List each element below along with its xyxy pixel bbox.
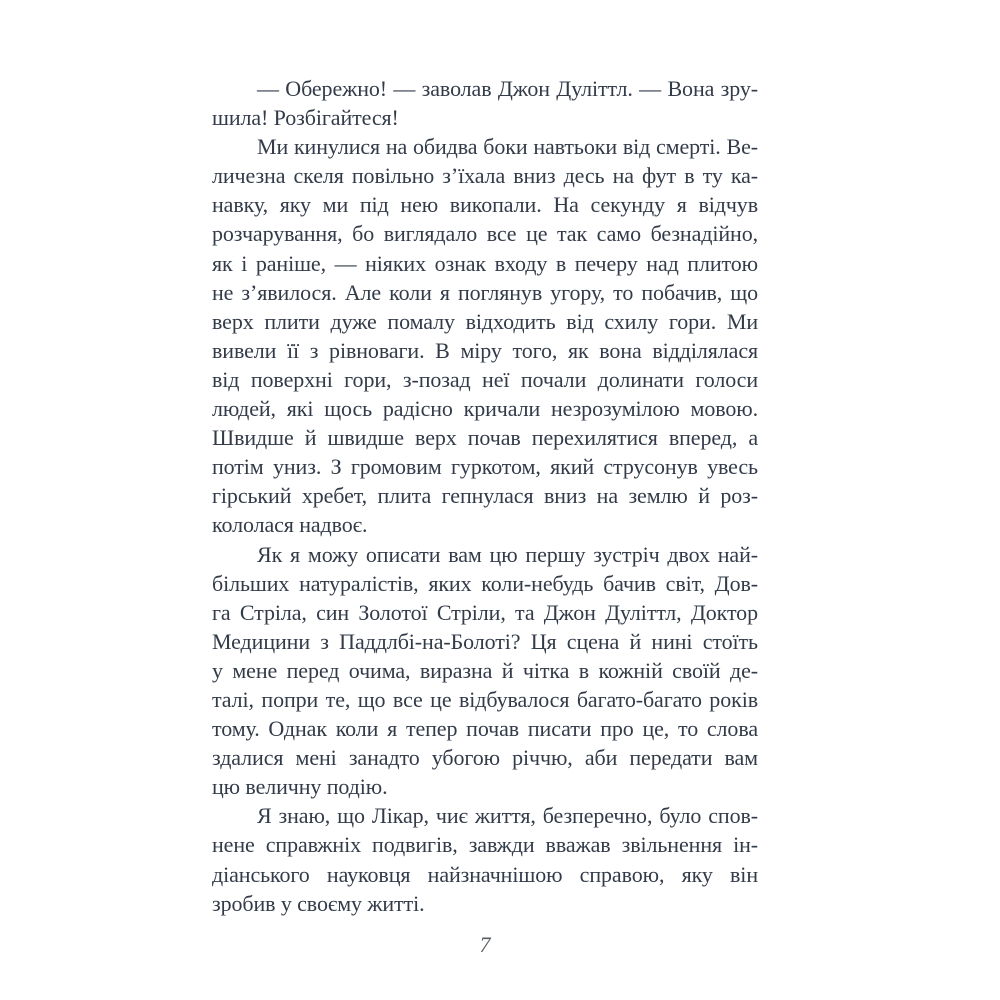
- text-line: шила! Розбігайтеся!: [212, 105, 399, 131]
- text-line: вивели її з рівноваги. В міру того, як вона відділялася: [212, 337, 758, 363]
- text-line: не з’явилося. Але коли я поглянув угору, то побачив, що: [212, 279, 758, 305]
- text-line: гірський хребет, плита гепнулася вниз на землю й роз-: [212, 483, 758, 509]
- text-line: у мене перед очима, виразна й чітка в кожній своїй де-: [212, 657, 758, 683]
- text-line: — Обережно! — заволав Джон Дуліттл. — Вона зру-: [257, 76, 758, 101]
- text-line: талі, попри те, що все це відбувалося багато-багато років: [212, 686, 758, 712]
- text-line: кололася надвоє.: [212, 512, 368, 538]
- paragraph: [212, 540, 758, 802]
- text-line: Я знаю, що Лікар, чиє життя, безперечно, було спов-: [257, 803, 758, 829]
- text-line: навку, яку ми під нею викопали. На секунду я відчув: [212, 192, 758, 218]
- text-line: тому. Однак коли я тепер почав писати про це, то слова: [212, 716, 758, 742]
- text-line: більших натуралістів, яких коли-небудь бачив світ, Дов-: [212, 570, 758, 596]
- text-line: верх плити дуже помалу відходить від схилу гори. Ми: [212, 308, 758, 334]
- paragraph: [212, 801, 758, 917]
- text-line: потім униз. З громовим гуркотом, який струсонув увесь: [212, 454, 758, 480]
- text-line: Як я можу описати вам цю першу зустріч двох най-: [257, 541, 758, 567]
- text-line: га Стріла, син Золотої Стріли, та Джон Дуліттл, Доктор: [212, 599, 758, 625]
- text-line: Ми кинулися на обидва боки навтьоки від смерті. Ве-: [257, 134, 758, 160]
- text-line: як і раніше, — ніяких ознак входу в печеру над плитою: [212, 250, 758, 276]
- text-line: здалися мені занадто убогою річчю, аби передати вам: [212, 745, 758, 771]
- paragraph: [212, 74, 758, 132]
- body-text: [212, 74, 758, 918]
- text-line: личезна скеля повільно з’їхала вниз десь на фут в ту ка-: [212, 163, 758, 189]
- text-line: Швидше й швидше верх почав перехилятися вперед, а: [212, 425, 758, 451]
- text-line: нене справжніх подвигів, завжди вважав звільнення ін-: [212, 832, 758, 858]
- text-line: людей, які щось радісно кричали незрозумілою мовою.: [212, 396, 758, 422]
- text-line: діанського науковця найзначнішою справою, яку він: [212, 861, 758, 887]
- paragraph: [212, 132, 758, 539]
- text-line: розчарування, бо виглядало все це так само безнадійно,: [212, 221, 758, 247]
- text-line: від поверхні гори, з-позад неї почали долинати голоси: [212, 366, 758, 392]
- page-number: 7: [479, 932, 491, 957]
- text-line: цю величну подію.: [212, 774, 388, 800]
- text-line: Медицини з Паддлбі-на-Болоті? Ця сцена й нині стоїть: [212, 628, 758, 654]
- text-line: зробив у своєму житті.: [212, 890, 425, 916]
